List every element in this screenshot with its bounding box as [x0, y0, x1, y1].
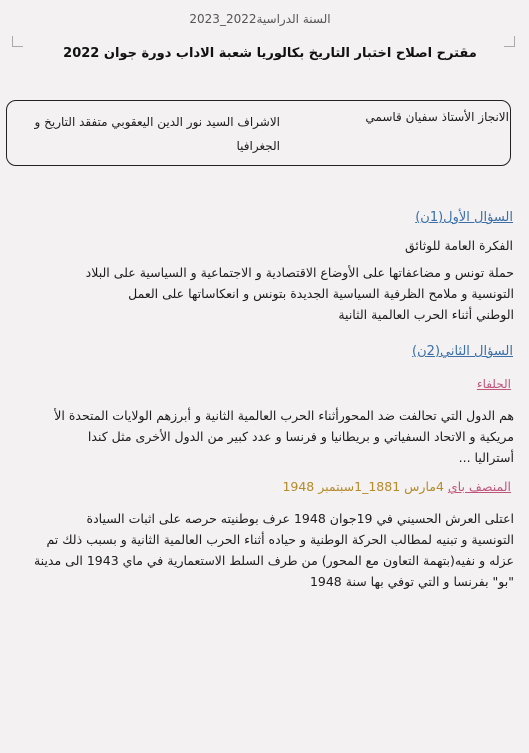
question-1-answer	[14, 262, 514, 325]
answer-line: اعتلى العرش الحسيني في 19جوان 1948 عرف بوطنيته حرصه على اثبات السيادة	[86, 511, 514, 526]
answer-line: عزله و نفيه(بتهمة التعاون مع المحور) من طرف السلط الاستعمارية في ماي 1943 الى مدينة	[33, 553, 514, 568]
answer-line: حملة تونس و مضاعفاتها على الأوضاع الاقتصادية و الاجتماعية و السياسية على البلاد	[85, 265, 514, 280]
corner-mark-right	[504, 36, 515, 47]
moncef-term	[282, 479, 511, 494]
answer-line: أستراليا ...	[458, 450, 514, 465]
answer-line: التونسية و ملامح الظرفية السياسية الجديدة بتونس و انعكاساتها على العمل	[128, 286, 514, 301]
corner-mark-left	[12, 36, 23, 47]
moncef-dates: 4مارس 1881_1سبتمبر 1948	[282, 479, 444, 494]
allies-definition	[14, 405, 514, 468]
answer-line: "بو" بفرنسا و التي توفي بها سنة 1948	[309, 574, 514, 589]
supervisor-line: الجغرافيا	[236, 139, 280, 153]
answer-line: الوطني أثناء الحرب العالمية الثانية	[338, 307, 514, 322]
moncef-definition	[14, 508, 514, 592]
exam-title: مقترح اصلاح اختبار التاريخ بكالوريا شعبة الاداب دورة جوان 2022	[63, 46, 477, 61]
supervisor-credit	[20, 110, 280, 158]
allies-term: الحلفاء	[476, 377, 511, 391]
question-2-heading: السؤال الثاني(2ن)	[412, 344, 513, 359]
question-1-subheading: الفكرة العامة للوثائق	[404, 238, 513, 253]
supervisor-line: الاشراف السيد نور الدين اليعقوبي متفقد التاريخ و	[34, 115, 280, 129]
answer-line: مريكية و الاتحاد السفياتي و بريطانيا و فرنسا و عدد كبير من الدول الأخرى مثل كندا	[87, 429, 514, 444]
author-credit: الانجاز الأستاذ سفيان قاسمي	[365, 110, 509, 124]
school-year: 2023_2022السنة الدراسية	[189, 12, 331, 26]
question-1-heading: السؤال الأول(1ن)	[415, 210, 513, 225]
moncef-name: المنصف باي	[447, 479, 511, 494]
answer-line: هم الدول التي تحالفت ضد المحورأثناء الحرب العالمية الثانية و أبرزهم الولايات المتحدة الأ	[54, 408, 514, 423]
answer-line: التونسية و تبنيه لمطالب الحركة الوطنية و حياده أثناء الحرب العالمية الثانية و بسبب ذلك تم	[46, 532, 514, 547]
